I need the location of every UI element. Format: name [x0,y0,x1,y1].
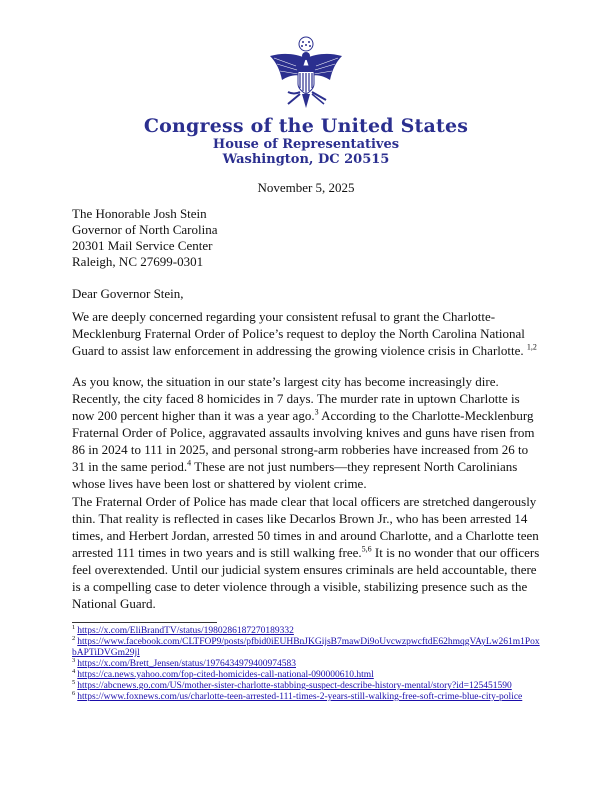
letterhead-congress: Congress of the United States [143,115,469,137]
body-paragraph-3 [72,493,542,612]
paragraph-text: As you know, the situation in our state’s largest city has become increasingly dire. Recently, the city faced 8 homicides in 7 days. The murder rate in uptown Charlotte is now 200 percent higher than it was a year ago. [72,374,520,423]
footnote-6 [72,689,542,703]
recipient-name: The Honorable Josh Stein [72,206,207,221]
footnote-number: 5 [72,678,76,686]
footnote-1 [72,623,542,637]
salutation: Dear Governor Stein, [72,286,184,301]
recipient-address [72,206,218,270]
paragraph-text: According to the Charlotte-Mecklenburg Fraternal Order of Police, aggravated assaults involving knives and guns have risen from 86 in 2024 to 111 in 2025, and personal strong-arm robberies have increased from 26 to 31 in the same period. [72,408,535,474]
paragraph-text: We are deeply concerned regarding your consistent refusal to grant the Charlotte-Mecklenburg Fraternal Order of Police’s request to deploy the North Carolina National Guard to assist law enforcement in addressing the growing violence crisis in Charlotte. [72,309,527,358]
recipient-title: Governor of North Carolina [72,222,218,237]
footnotes [72,623,542,703]
paragraph-text: The Fraternal Order of Police has made clear that local officers are stretched dangerously thin. That reality is reflected in cases like Decarlos Brown Jr., who has been arrested 14 times, and Herbert Jordan, arrested 50 times in and around Charlotte, and a Charlotte teen arrested 111 times in two years and is still walking free. [72,494,539,560]
footnote-3 [72,656,542,670]
letterhead-address: Washington, DC 20515 [222,152,390,167]
footnote-link[interactable]: https://www.foxnews.com/us/charlotte-teen-arrested-111-times-2-years-still-walking-free-soft-crime-blue-city-police [77,692,523,702]
footnote-number: 3 [72,656,76,664]
footnote-ref: 1,2 [526,342,537,352]
footnote-link[interactable]: https://abcnews.go.com/US/mother-sister-charlotte-stabbing-suspect-describe-history-mental/story?id=125451590 [77,681,512,691]
footnote-link[interactable]: https://x.com/Brett_Jensen/status/1976434979400974583 [77,659,297,669]
footnote-2 [72,634,542,659]
footnote-ref: 4 [187,458,192,468]
footnote-ref: 3 [314,407,319,417]
footnote-ref: 5,6 [361,544,372,554]
recipient-city: Raleigh, NC 27699-0301 [72,254,204,269]
footnote-divider [72,622,217,623]
recipient-street: 20301 Mail Service Center [72,238,213,253]
footnote-link[interactable]: https://ca.news.yahoo.com/fop-cited-homicides-call-national-090000610.html [77,670,374,680]
footnote-5 [72,678,542,692]
paragraph-text: These are not just numbers—they represent North Carolinians whose lives have been lost or shattered by violent crime. [72,459,518,491]
paragraph-text: It is no wonder that our officers feel overextended. Until our judicial system ensures criminals are held accountable, there is a compelling case to deter violence through a visible, stabilizing presence such as the National Guard. [72,545,540,611]
letterhead-house: House of Representatives [212,137,400,152]
great-seal-eagle-icon [266,36,346,112]
footnote-link[interactable]: https://www.facebook.com/CLTFOP9/posts/pfbid0iEUHBnJKGijsB7mawDi9oUvcwzpwcftdE62hmqgVAyLw261m1PoxbAPTiDVGm29jl [72,637,540,658]
footnote-number: 4 [72,667,76,675]
letter-date: November 5, 2025 [257,180,355,195]
footnote-number: 1 [72,623,76,631]
footnote-number: 6 [72,689,76,697]
footnote-4 [72,667,542,681]
body-paragraph-2 [72,373,542,492]
footnote-number: 2 [72,634,76,642]
body-paragraph-1 [72,308,542,359]
footnote-link[interactable]: https://x.com/EliBrandTV/status/1980286187270189332 [77,626,294,636]
